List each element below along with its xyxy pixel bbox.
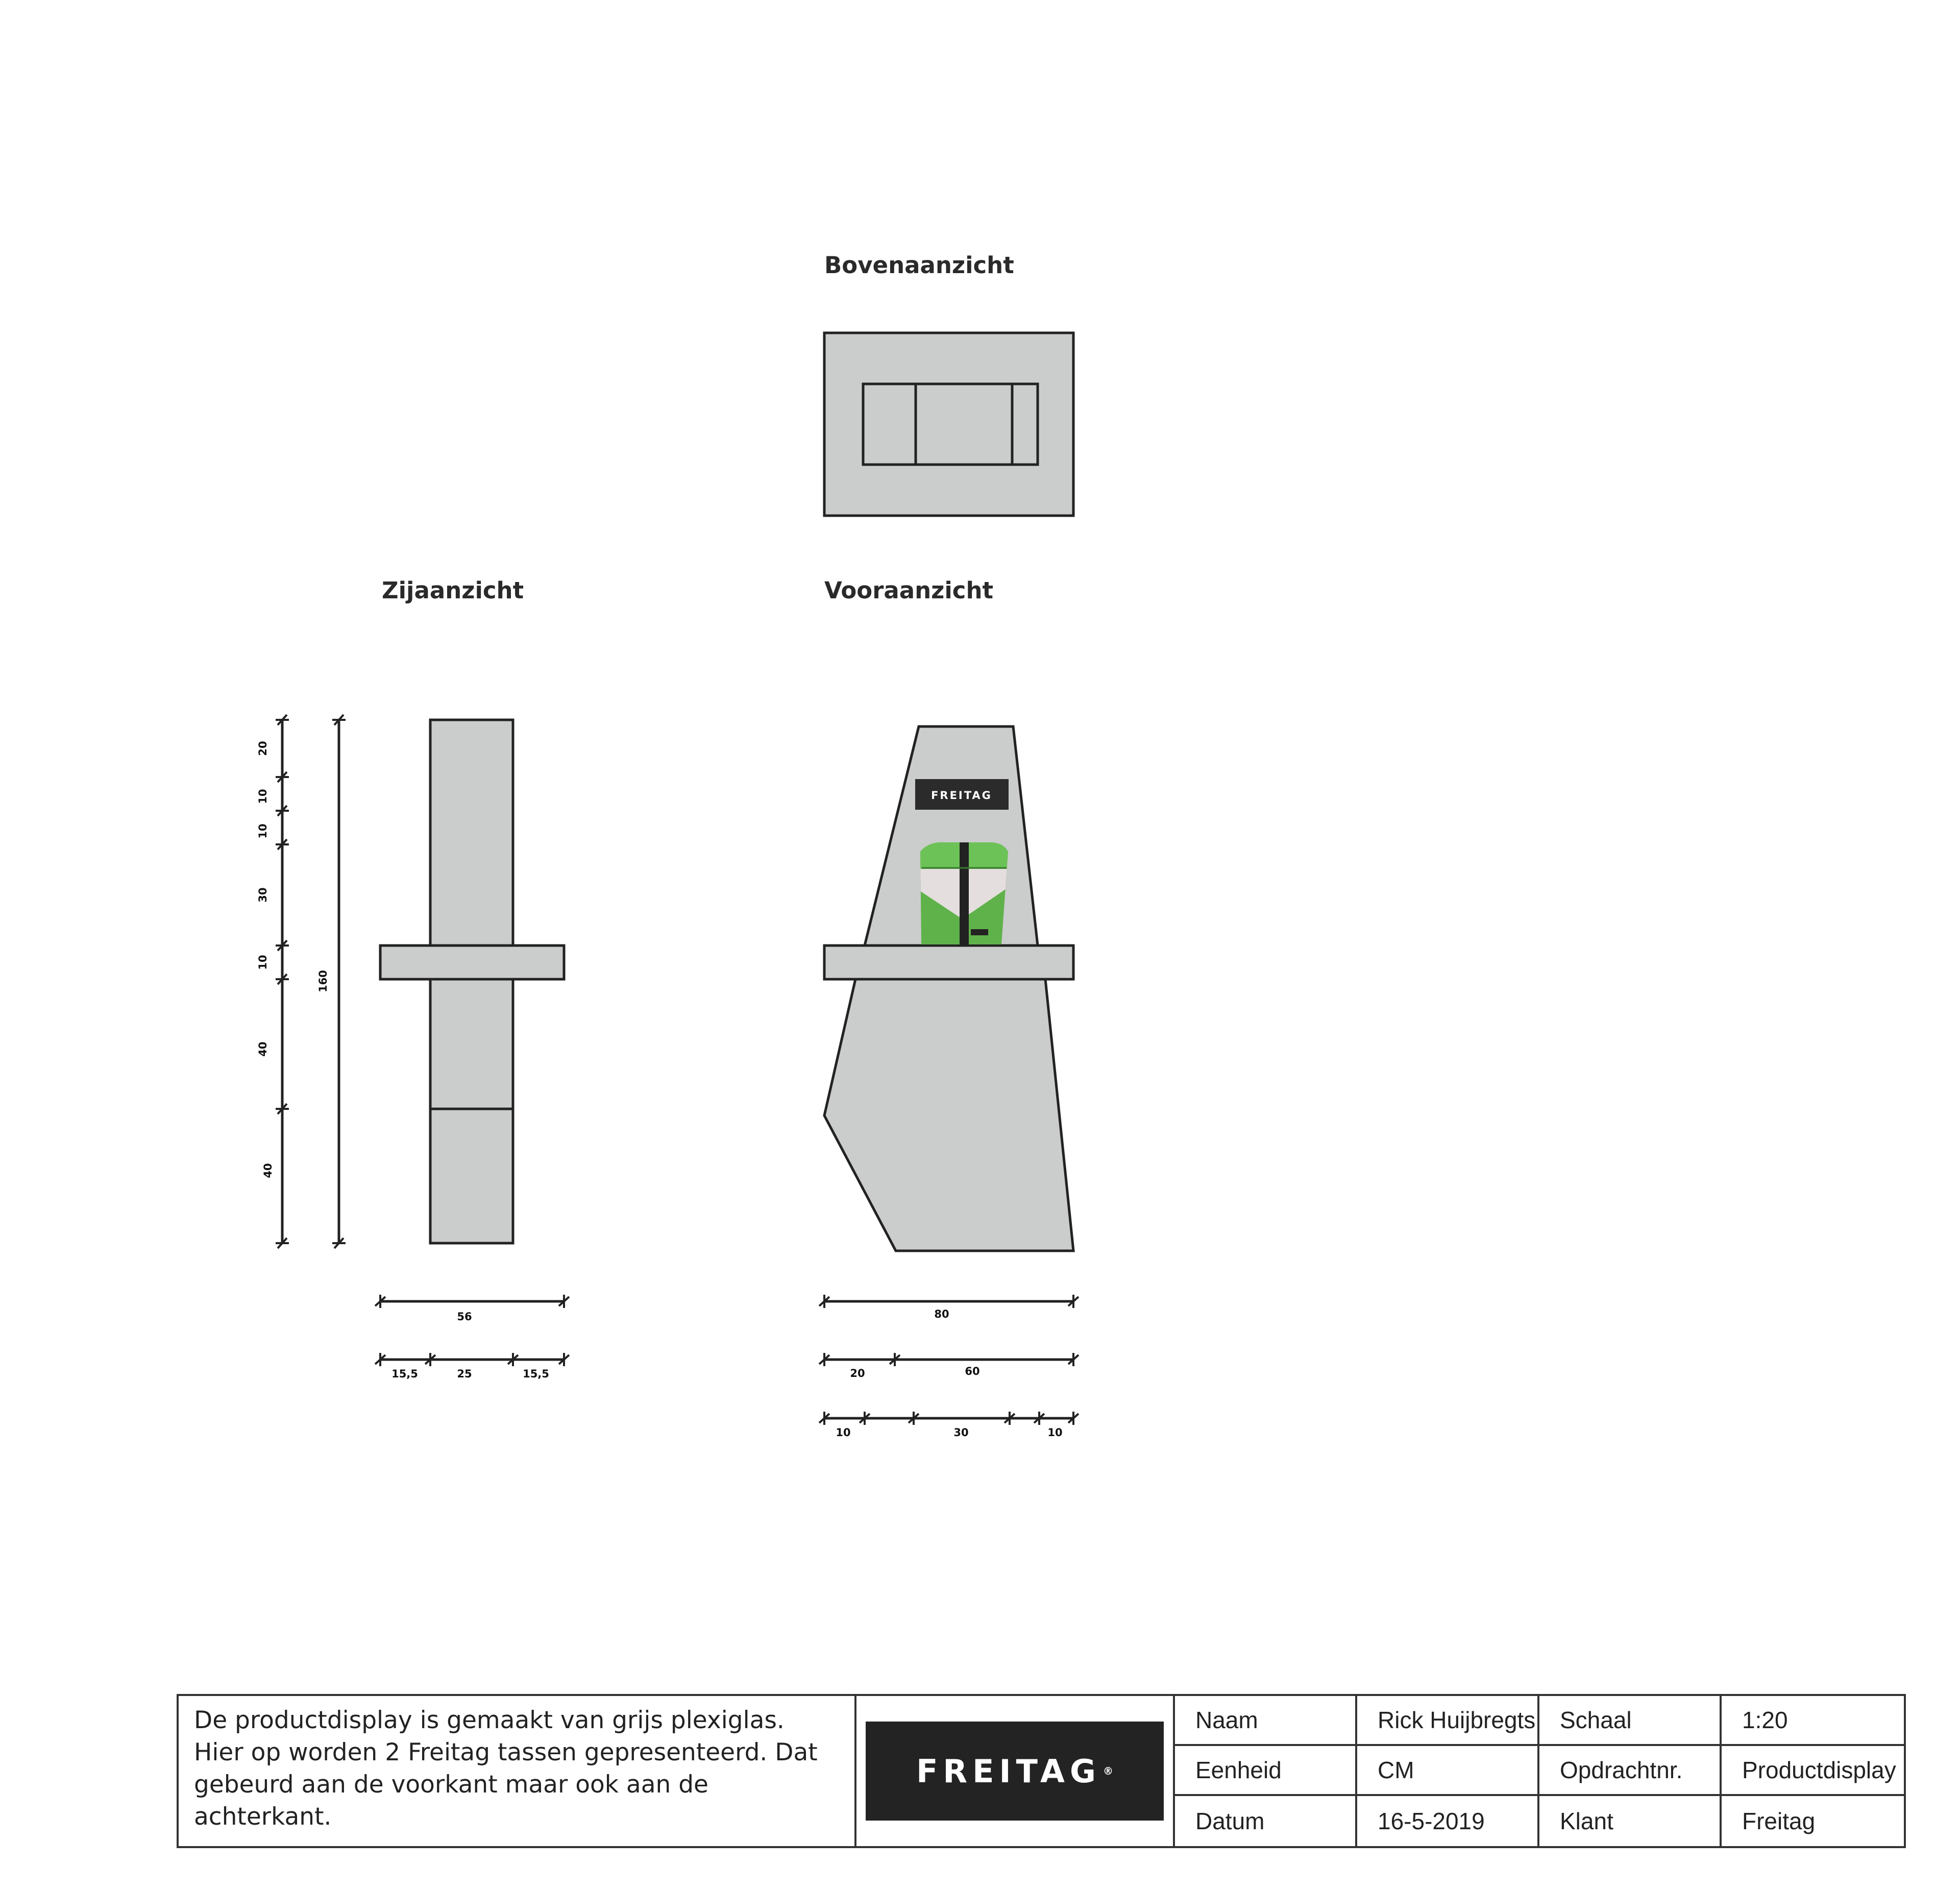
side-dim-width-part-1: 15,5 <box>391 1368 418 1380</box>
side-dim-v-7: 40 <box>262 1163 274 1178</box>
top-view <box>824 333 1073 516</box>
front-dim-width-part-1: 20 <box>850 1367 865 1379</box>
front-view <box>819 726 1079 1439</box>
value-naam: Rick Huijbregts <box>1357 1696 1539 1746</box>
side-dim-v-6: 40 <box>257 1041 269 1057</box>
label-eenheid: Eenheid <box>1175 1746 1357 1796</box>
value-klant: Freitag <box>1742 1808 1816 1834</box>
side-dim-width-part-2: 25 <box>457 1368 472 1380</box>
side-shelf <box>380 946 564 979</box>
display-logo-text: FREITAG <box>931 789 992 802</box>
front-dim-width-part-2: 60 <box>965 1365 980 1377</box>
top-view-title: Bovenaanzicht <box>824 252 1014 279</box>
front-bottom-parts-dimension <box>819 1412 1079 1439</box>
info-grid <box>1175 1696 1904 1846</box>
label-schaal: Schaal <box>1539 1696 1722 1746</box>
bag-illustration <box>916 837 1011 947</box>
side-dim-v-1: 20 <box>257 741 269 756</box>
side-width-dimension <box>375 1295 569 1323</box>
front-width-dimension <box>819 1295 1079 1320</box>
side-view <box>257 715 569 1380</box>
side-dim-width-part-3: 15,5 <box>523 1368 549 1380</box>
value-schaal: 1:20 <box>1722 1696 1904 1746</box>
front-dim-bottom-part-2: 30 <box>953 1426 969 1439</box>
side-dim-v-4: 30 <box>257 887 269 903</box>
front-dim-width-total: 80 <box>934 1308 949 1320</box>
side-vertical-dimension-chain <box>257 715 289 1248</box>
front-dim-bottom-part-3: 10 <box>1047 1426 1063 1439</box>
value-opdrachtnr: Productdisplay <box>1722 1746 1904 1796</box>
title-block <box>177 1694 1906 1848</box>
value-datum: 16-5-2019 <box>1357 1796 1539 1846</box>
side-column <box>430 720 513 1243</box>
registered-mark: ® <box>1102 1765 1113 1777</box>
front-shelf <box>824 946 1073 979</box>
side-dim-v-3: 10 <box>257 823 269 839</box>
side-dim-v-5: 10 <box>257 955 269 970</box>
front-lower-panel <box>824 979 1073 1251</box>
front-view-title: Vooraanzicht <box>824 577 993 604</box>
freitag-logo-text: FREITAG <box>916 1752 1101 1790</box>
side-total-height-dimension <box>317 715 346 1248</box>
side-dim-v-2: 10 <box>257 789 269 804</box>
value-eenheid: CM <box>1357 1746 1539 1796</box>
side-dim-width-total: 56 <box>457 1311 472 1323</box>
side-width-parts-dimension <box>375 1353 569 1380</box>
label-klant: Klant <box>1539 1796 1722 1846</box>
freitag-logo <box>866 1722 1164 1821</box>
side-view-title: Zijaanzicht <box>382 577 524 604</box>
label-naam: Naam <box>1175 1696 1357 1746</box>
description: De productdisplay is gemaakt van grijs plexiglas. Hier op worden 2 Freitag tassen gepresenteerd. Dat gebeurd aan de voorkant maar ook aan de achterkant. <box>179 1696 856 1846</box>
label-datum: Datum <box>1175 1796 1357 1846</box>
front-dim-bottom-part-1: 10 <box>836 1426 851 1439</box>
label-opdrachtnr: Opdrachtnr. <box>1539 1746 1722 1796</box>
front-width-parts-dimension <box>819 1353 1079 1379</box>
side-dim-total-height: 160 <box>317 970 329 992</box>
logo-cell <box>856 1696 1175 1846</box>
